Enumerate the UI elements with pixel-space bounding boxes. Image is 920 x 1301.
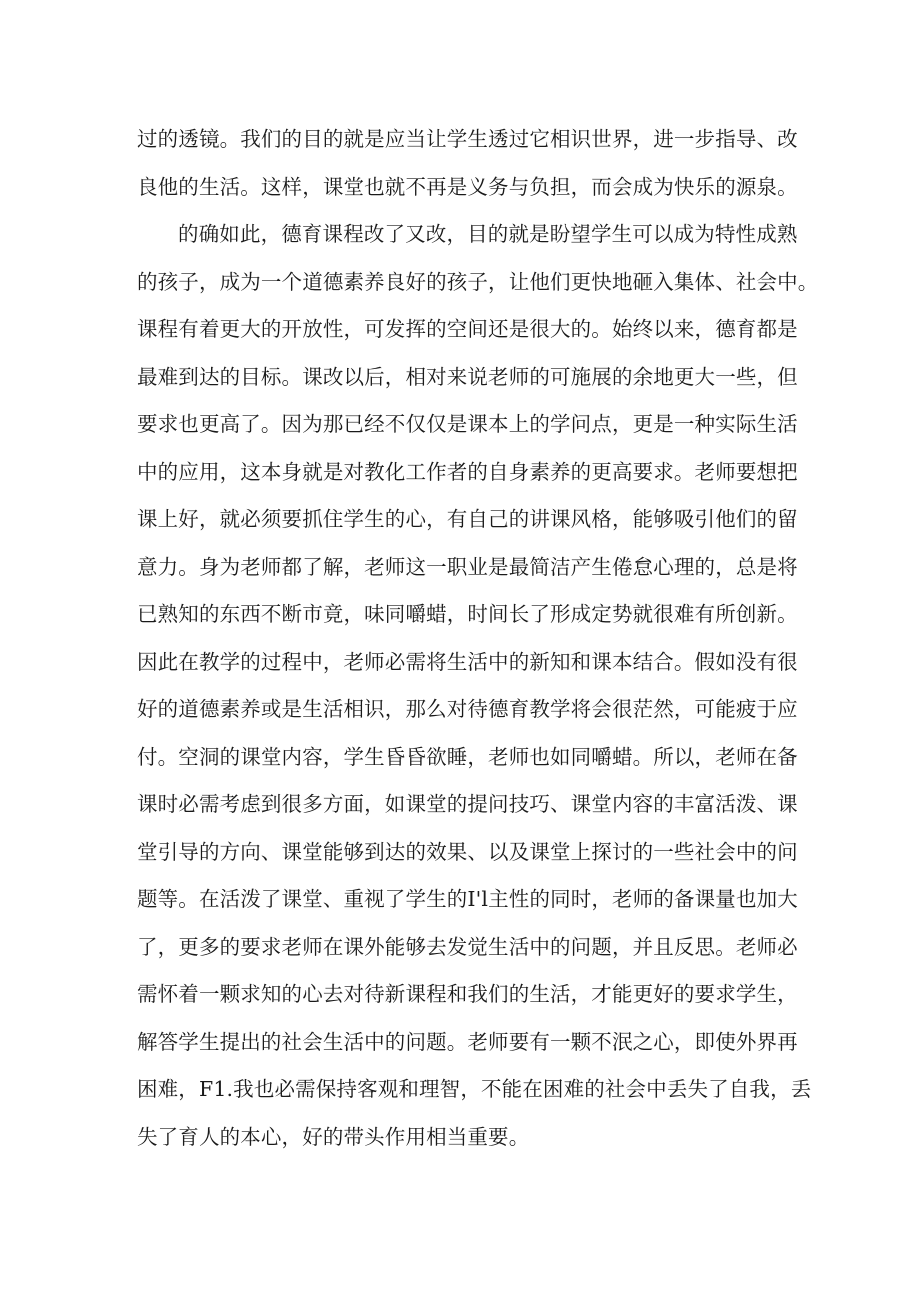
text-line: 过的透镜。我们的目的就是应当让学生透过它相识世界，进一步指导、改	[137, 127, 798, 151]
text-line: 中的应用，这本身就是对教化工作者的自身素养的更高要求。老师要想把	[137, 459, 798, 484]
text-line: 了，更多的要求老师在课外能够去发觉生活中的问题，并且反思。老师必	[137, 934, 798, 959]
text-line: 因此在教学的过程中，老师必需将生活中的新知和课本结合。假如没有很	[137, 649, 798, 674]
paragraph-start-line: 的确如此，德育课程改了又改，目的就是盼望学生可以成为特性成熟	[178, 222, 798, 246]
body-text	[137, 116, 819, 1161]
text-line: 良他的生活。这样，课堂也就不再是义务与负担，而会成为快乐的源泉。	[137, 174, 798, 199]
text-line: 要求也更高了。因为那已经不仅仅是课本上的学问点，更是一种实际生活	[137, 412, 798, 436]
text-line: 困难，F1.我也必需保持客观和理智，不能在困难的社会中丢失了自我，丢	[137, 1077, 812, 1101]
text-line: 需怀着一颗求知的心去对待新课程和我们的生活，才能更好的要求学生，	[137, 982, 798, 1006]
text-line: 已熟知的东西不断市竟，味同嚼蜡，时间长了形成定势就很难有所创新。	[137, 602, 798, 626]
text-line: 最难到达的目标。课改以后，相对来说老师的可施展的余地更大一些，但	[137, 364, 798, 389]
text-line: 课程有着更大的开放性，可发挥的空间还是很大的。始终以来，德育都是	[137, 317, 798, 341]
text-line: 的孩子，成为一个道德素养良好的孩子，让他们更快地砸入集体、社会中。	[137, 269, 819, 294]
text-line: 课时必需考虑到很多方面，如课堂的提问技巧、课堂内容的丰富活泼、课	[137, 792, 798, 816]
text-line: 意力。身为老师都了解，老师这一职业是最简洁产生倦怠心理的，总是将	[137, 554, 798, 579]
text-line: 失了育人的本心，好的带头作用相当重要。	[137, 1124, 530, 1149]
text-line: 堂引导的方向、课堂能够到达的效果、以及课堂上探讨的一些社会中的问	[137, 839, 798, 864]
text-line: 付。空洞的课堂内容，学生昏昏欲睡，老师也如同嚼蜡。所以，老师在备	[137, 744, 798, 769]
text-line: 课上好，就必须要抓住学生的心，有自己的讲课风格，能够吸引他们的留	[137, 507, 798, 531]
text-line: 好的道德素养或是生活相识，那么对待德育教学将会很茫然，可能疲于应	[137, 697, 798, 721]
text-line: 题等。在活泼了课堂、重视了学生的I'l主性的同时，老师的备课量也加大	[137, 887, 798, 911]
text-line: 解答学生提出的社会生活中的问题。老师要有一颗不泯之心，即使外界再	[137, 1029, 798, 1054]
